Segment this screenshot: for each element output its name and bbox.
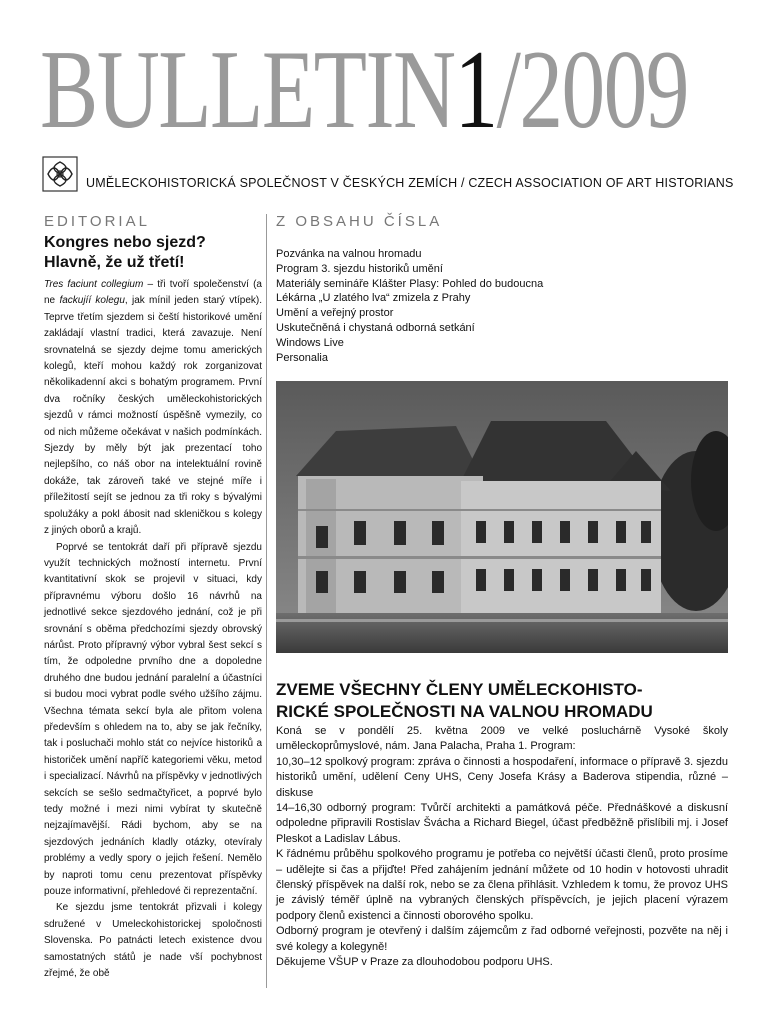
contents-item: Lékárna „U zlatého lva“ zmizela z Prahy: [276, 292, 471, 305]
editorial-paragraph-2: Poprvé se tentokrát daří při přípravě sjezdu využít technických možností internetu. První kvantitativní skok se projevil v situaci, kdy přípravnému výboru došlo 16 návrhů na jednotlivé sekce sjezdového jednání, což je při srovnání s oběma předchozími sjezdy obrovský nárůst. Proto přípravný výbor vybral šest sekcí s tím, že odpoledne prvního dne a dopoledne druhého dne budou jednání paralelní a účastníci si budou moci vybrat podle svého užšího zájmu. Všechna témata sekcí byla ale přitom volena především s ohledem na to, aby se jak řečníky, tak i posluchači mohlo stát co nejvíce historiků a historiček umění napříč kategoriemi věku, metod i specializací. Návrhů na příspěvky v jednotlivých sekcích se sešlo sedmačtyřicet, a poprvé bylo tedy možné i mezi nimi vybírat ty skutečně nejzajímavější. Rádi bychom, aby se na sjezdových jednáních kladly otázky, otevíraly problémy a vedly spory o jejich řešení. Nemělo by naproti tomu cenu prezentovat příspěvky pouze informativní, přehledové či reprezentační.: [44, 541, 262, 898]
article-paragraph: 14–16,30 odborný program: Tvůrčí architekti a památková péče. Přednáškové a diskusní odpoledne připravili Rostislav Švácha a Richard Biegel, účast předběžně přislíbili mj. i Josef Pleskot a Ladislav Lábus.: [276, 802, 728, 845]
contents-item: Uskutečněná i chystaná odborná setkání: [276, 321, 475, 334]
editorial-title-line2: Hlavně, že už třetí!: [44, 254, 185, 271]
contents-heading: Z OBSAHU ČÍSLA: [276, 213, 443, 230]
article-paragraph: Odborný program je otevřený i dalším zájemcům z řad odborné veřejnosti, pozvěte na něj i své kolegy a kolegyně!: [276, 925, 728, 953]
editorial-heading: EDITORIAL: [44, 213, 150, 230]
article-headline-line1: ZVEME VŠECHNY ČLENY UMĚLECKOHISTO-: [276, 680, 643, 699]
contents-item: Personalia: [276, 351, 328, 364]
article-headline-line2: RICKÉ SPOLEČNOSTI NA VALNOU HROMADU: [276, 702, 653, 721]
editorial-lead-italic: Tres faciunt collegium: [44, 279, 144, 290]
contents-item: Materiály semináře Klášter Plasy: Pohled do budoucna: [276, 277, 544, 290]
article-paragraph: Děkujeme VŠUP v Praze za dlouhodobou podporu UHS.: [276, 956, 553, 969]
masthead-year: /2009: [496, 28, 688, 152]
article-body: [276, 724, 728, 971]
article-paragraph: Koná se v pondělí 25. května 2009 ve velké posluchárně Vysoké školy uměleckoprůmyslové, nám. Jana Palacha, Praha 1. Program:: [276, 725, 728, 753]
society-name: UMĚLECKOHISTORICKÁ SPOLEČNOST V ČESKÝCH ZEMÍCH / CZECH ASSOCIATION OF ART HISTORIANS: [86, 176, 734, 190]
contents-item: Umění a veřejný prostor: [276, 307, 394, 320]
masthead-issue-number: 1: [454, 28, 497, 152]
masthead-word: BULLETIN: [40, 28, 455, 152]
column-divider: [266, 214, 267, 988]
masthead-title: [40, 28, 688, 152]
knot-logo-icon: [42, 156, 78, 192]
editorial-lead-text-2: , jak mínil jeden starý vtípek). Teprve třetím sjezdem si čeští historikové umění zakládají vlastní tradici, která zavazuje. Není srovnatelná se sjezdy dejme tomu amerických kolegů, kteří mohou každý rok zorganizovat několikadenní akci s bohatým programem. První dva ročníky českých uměleckohistorických sjezdů v rámci možností úspěšně vymezily, co od nich můžeme očekávat v našich podmínkách. Sjezdy by měly být jak prezentací toho nejlepšího, co náš obor na intelektuální rovině dokáže, tak zároveň také ve stejné míře i příležitostí sejít se jednou za tři roky s bývalými spolužáky a pokl ábosit nad skleničkou s kolegy z jiných oborů a krajů.: [44, 295, 262, 537]
editorial-paragraph-3: Ke sjezdu jsme tentokrát přizvali i kolegy sdružené v Umeleckohistorickej spoločnosti Slovenska. Po patnácti letech existence dvou samostatných států je nade vší pochybnost zřejmé, že obě: [44, 902, 262, 980]
contents-list: [276, 247, 726, 365]
article-headline: [276, 679, 728, 723]
article-paragraph: 10,30–12 spolkový program: zpráva o činnosti a hospodaření, informace o přípravě 3. sjezdu historiků umění, udělení Ceny UHS, Ceny Josefa Krásy a Baderova stipendia, různé – diskuse: [276, 755, 728, 799]
editorial-paragraph-1: [44, 277, 262, 540]
monastery-photo: [276, 381, 728, 653]
contents-item: Program 3. sjezdu historiků umění: [276, 262, 443, 275]
editorial-title: [44, 233, 264, 273]
editorial-body: [44, 277, 262, 982]
editorial-lead-text: – tři tvoří společenství (a ne: [44, 279, 262, 307]
editorial-title-line1: Kongres nebo sjezd?: [44, 234, 206, 251]
editorial-lead-italic-2: fackujíí kolegu: [59, 295, 125, 307]
article-paragraph: K řádnému průběhu spolkového programu je potřeba co největší účasti členů, proto prosíme – udělejte si čas a přijďte! Před zahájením jednání můžete od 10 hodin v hotovosti uhradit členský příspěvek na další rok, nebo se za člena přihlásit. Vzhledem k tomu, že provoz UHS je závislý téměř úplně na vybraných členských příspěvcích, je jejich placení výrazem podpory členů existenci a činnosti oborového spolku.: [276, 848, 728, 922]
contents-item: Pozvánka na valnou hromadu: [276, 248, 422, 260]
contents-item: Windows Live: [276, 336, 344, 349]
